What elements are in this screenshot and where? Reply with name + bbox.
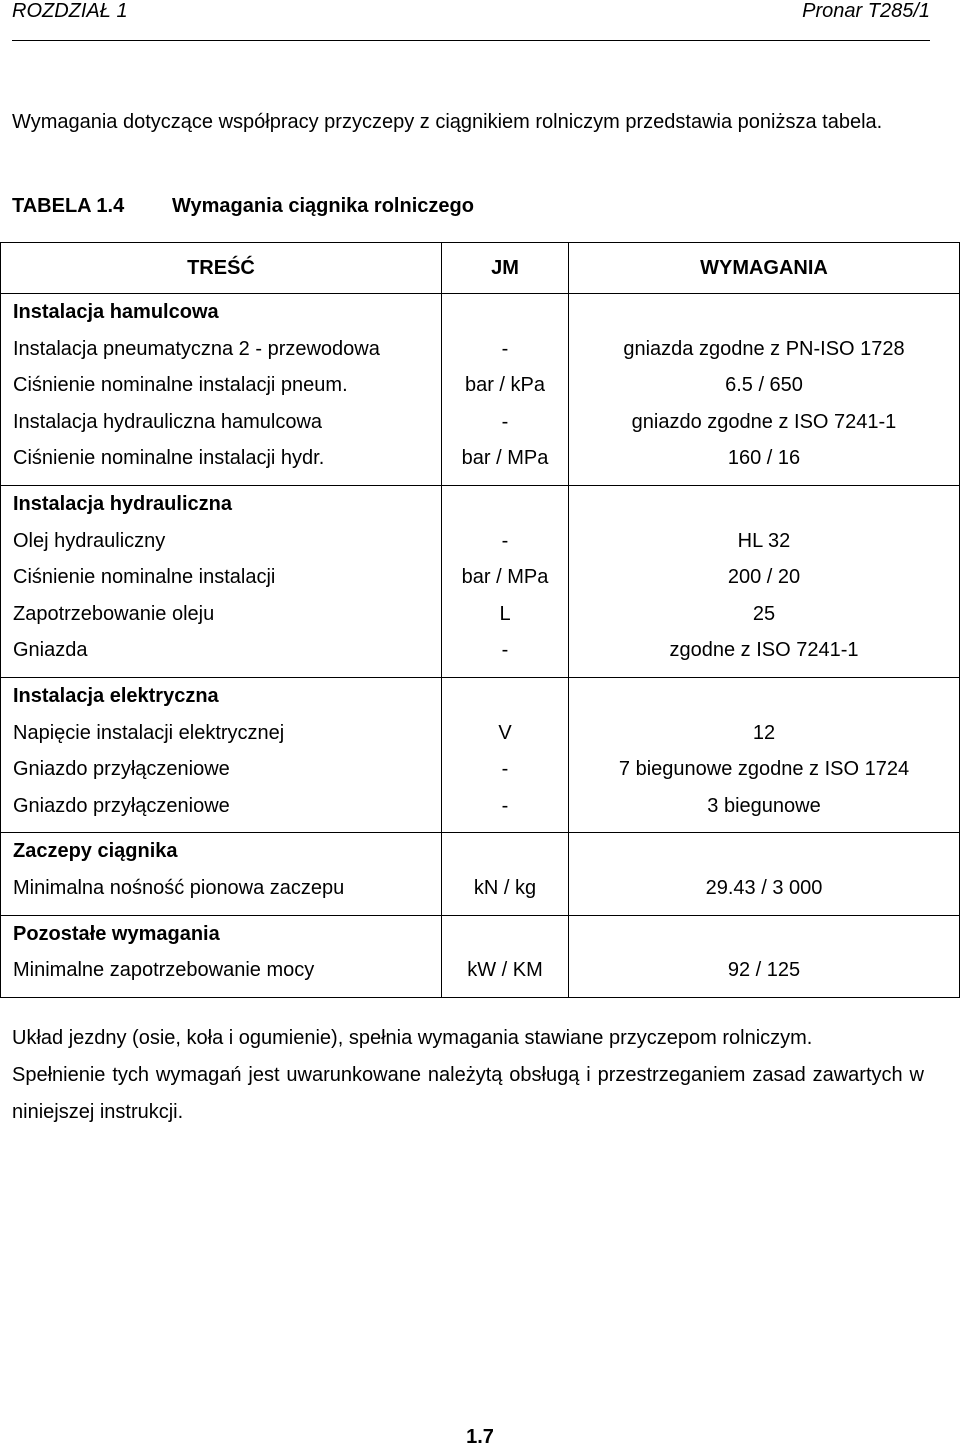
row-value: gniazda zgodne z PN-ISO 1728 (623, 337, 905, 360)
table-section (1, 833, 960, 915)
row-label: Gniazdo przyłączeniowe (13, 794, 230, 817)
section-title-spacer (442, 486, 568, 523)
section-title-spacer (569, 486, 959, 523)
row-value: 6.5 / 650 (725, 374, 803, 397)
section-title-spacer (569, 678, 959, 715)
row-value: 7 biegunowe zgodne z ISO 1724 (618, 758, 910, 781)
row-unit: - (501, 337, 509, 360)
row-unit: bar / MPa (461, 566, 549, 589)
row-value: zgodne z ISO 7241-1 (669, 639, 859, 662)
row-unit: bar / MPa (461, 447, 549, 470)
row-value: 92 / 125 (727, 959, 801, 982)
row-value: 29.43 / 3 000 (705, 876, 823, 899)
page-number: 1.7 (466, 1426, 494, 1448)
row-unit: bar / kPa (464, 374, 546, 397)
row-value: HL 32 (737, 529, 791, 552)
row-label: Minimalne zapotrzebowanie mocy (13, 959, 315, 982)
section-content-cell (1, 915, 442, 997)
row-label: Gniazda (13, 639, 88, 662)
row-value: 3 biegunowe (707, 794, 821, 817)
section-content-cell (1, 485, 442, 677)
section-title: Zaczepy ciągnika (13, 840, 178, 863)
row-value: 160 / 16 (727, 447, 801, 470)
table-section (1, 915, 960, 997)
row-unit: - (501, 794, 509, 817)
row-value: 12 (752, 721, 776, 744)
chapter-label: ROZDZIAŁ 1 (12, 0, 128, 22)
section-value-cell (569, 485, 960, 677)
section-value-cell (569, 833, 960, 915)
section-title-spacer (442, 916, 568, 953)
section-title-spacer (442, 294, 568, 331)
closing-text (12, 1020, 924, 1131)
section-content-cell (1, 294, 442, 486)
table-number: TABELA 1.4 (12, 195, 125, 217)
row-label: Gniazdo przyłączeniowe (13, 758, 230, 781)
table-section (1, 294, 960, 486)
table-title: Wymagania ciągnika rolniczego (172, 195, 474, 217)
row-label: Napięcie instalacji elektrycznej (13, 721, 285, 744)
closing-paragraph-2: Spełnienie tych wymagań jest uwarunkowane należytą obsługą i przestrzeganiem zasad zawartych w niniejszej instrukcji. (12, 1064, 924, 1123)
section-title: Instalacja hamulcowa (13, 301, 219, 323)
row-label: Instalacja pneumatyczna 2 - przewodowa (13, 337, 380, 360)
closing-paragraph-1: Układ jezdny (osie, koła i ogumienie), spełnia wymagania stawiane przyczepom rolniczym. (12, 1027, 813, 1049)
section-unit-cell (442, 833, 569, 915)
row-label: Minimalna nośność pionowa zaczepu (13, 876, 345, 899)
section-title-spacer (569, 833, 959, 870)
section-unit-cell (442, 915, 569, 997)
section-title-spacer (442, 833, 568, 870)
section-title: Instalacja elektryczna (13, 684, 219, 707)
section-unit-cell (442, 677, 569, 832)
row-unit: V (498, 721, 512, 744)
section-title-spacer (442, 678, 568, 715)
table-header-row (1, 243, 960, 294)
table-section (1, 485, 960, 677)
row-unit: - (501, 529, 509, 552)
header-requirements: WYMAGANIA (569, 243, 960, 294)
row-unit: - (501, 758, 509, 781)
header-content: TREŚĆ (1, 243, 442, 294)
row-value: gniazdo zgodne z ISO 7241-1 (631, 410, 897, 433)
row-label: Ciśnienie nominalne instalacji hydr. (13, 447, 325, 470)
row-label: Instalacja hydrauliczna hamulcowa (13, 410, 323, 433)
row-unit: L (499, 602, 511, 625)
page-header (12, 0, 930, 41)
section-unit-cell (442, 294, 569, 486)
requirements-table (0, 242, 960, 998)
section-value-cell (569, 677, 960, 832)
row-label: Zapotrzebowanie oleju (13, 602, 215, 625)
table-caption (12, 191, 474, 221)
row-label: Ciśnienie nominalne instalacji pneum. (13, 374, 348, 397)
section-content-cell (1, 833, 442, 915)
header-unit: JM (442, 243, 569, 294)
section-title: Pozostałe wymagania (13, 922, 220, 945)
product-label: Pronar T285/1 (802, 0, 930, 22)
row-unit: - (501, 639, 509, 662)
section-unit-cell (442, 485, 569, 677)
section-title-spacer (569, 294, 959, 331)
row-value: 25 (752, 602, 776, 625)
row-value: 200 / 20 (727, 566, 801, 589)
table-section (1, 677, 960, 832)
section-title-spacer (569, 916, 959, 953)
intro-paragraph: Wymagania dotyczące współpracy przyczepy z ciągnikiem rolniczym przedstawia poniższa tabela. (12, 111, 883, 133)
section-content-cell (1, 677, 442, 832)
row-unit: kW / KM (467, 959, 543, 982)
row-unit: kN / kg (473, 876, 537, 899)
section-value-cell (569, 915, 960, 997)
row-label: Ciśnienie nominalne instalacji (13, 566, 276, 589)
section-title: Instalacja hydrauliczna (13, 492, 232, 515)
section-value-cell (569, 294, 960, 486)
row-unit: - (501, 410, 509, 433)
row-label: Olej hydrauliczny (13, 529, 166, 552)
